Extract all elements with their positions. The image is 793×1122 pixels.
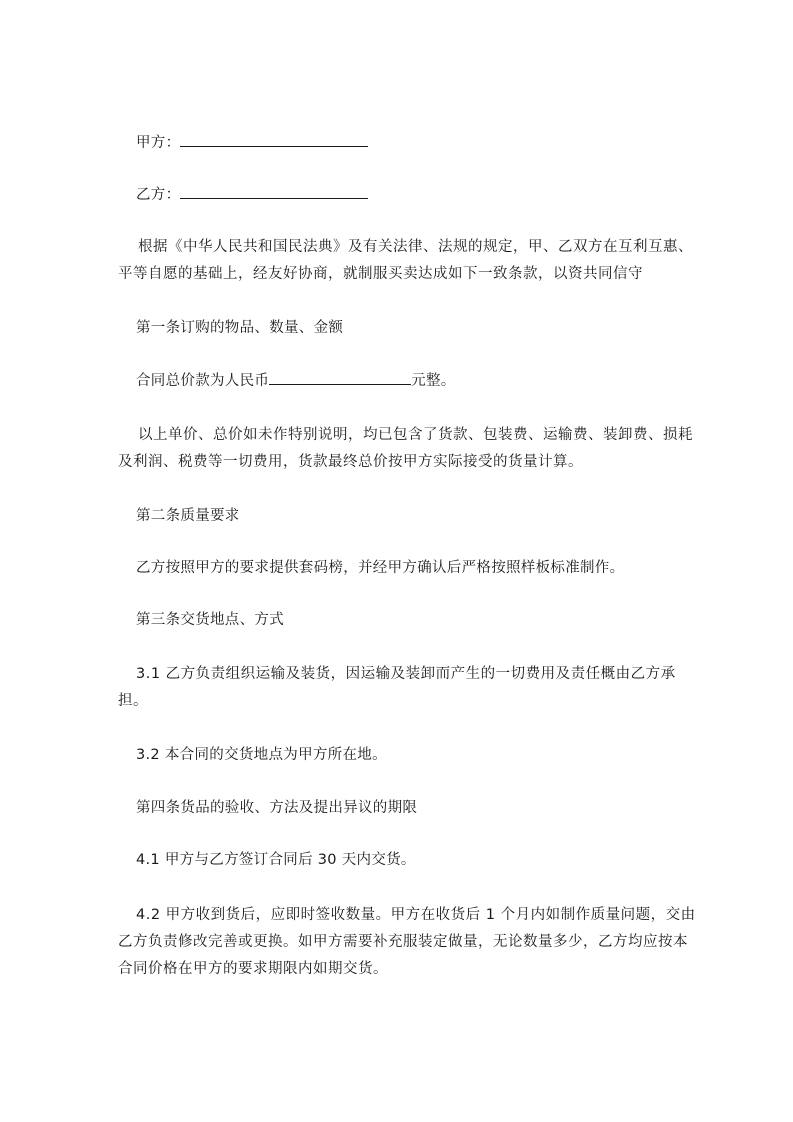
party-a-label: 甲方：: [136, 135, 181, 151]
party-b-label: 乙方：: [136, 187, 181, 203]
quality-text: 乙方按照甲方的要求提供套码榜，并经甲方确认后严格按照样板标准制作。: [136, 560, 625, 576]
price-note-paragraph: 以上单价、总价如未作特别说明，均已包含了货款、包装费、运输费、装卸费、损耗及利润、税费等一切费用，货款最终总价按甲方实际接受的货量计算。: [118, 427, 693, 470]
article-2-title: 第二条质量要求: [136, 508, 240, 524]
article-1-title: 第一条订购的物品、数量、金额: [136, 320, 344, 336]
party-b-line: [136, 184, 368, 205]
clause-4-1: 4.1 甲方与乙方签订合同后 30 天内交货。: [136, 852, 416, 868]
preamble-paragraph: 根据《中华人民共和国民法典》及有关法律、法规的规定，甲、乙双方在互利互惠、平等自愿的基础上，经友好协商，就制服买卖达成如下一致条款，以资共同信守: [118, 239, 693, 282]
party-a-blank: [180, 132, 368, 147]
total-price-blank: [269, 370, 411, 385]
clause-3-1-paragraph: 3.1 乙方负责组织运输及装货，因运输及装卸而产生的一切费用及责任概由乙方承担。: [118, 666, 676, 709]
total-price-suffix: 元整。: [411, 373, 456, 389]
party-a-line: [136, 132, 368, 153]
total-price-prefix: 合同总价款为人民币: [136, 373, 270, 389]
article-4-title: 第四条货品的验收、方法及提出异议的期限: [136, 800, 418, 816]
article-3-title: 第三条交货地点、方式: [136, 612, 284, 628]
total-price-line: [136, 370, 456, 391]
clause-3-2: 3.2 本合同的交货地点为甲方所在地。: [136, 747, 387, 763]
clause-4-2-paragraph: 4.2 甲方收到货后，应即时签收数量。甲方在收货后 1 个月内如制作质量问题，交由乙方负责修改完善或更换。如甲方需要补充服装定做量，无论数量多少，乙方均应按本合同价格在甲方的要求期限内如期交货。: [118, 907, 696, 977]
party-b-blank: [180, 184, 368, 199]
